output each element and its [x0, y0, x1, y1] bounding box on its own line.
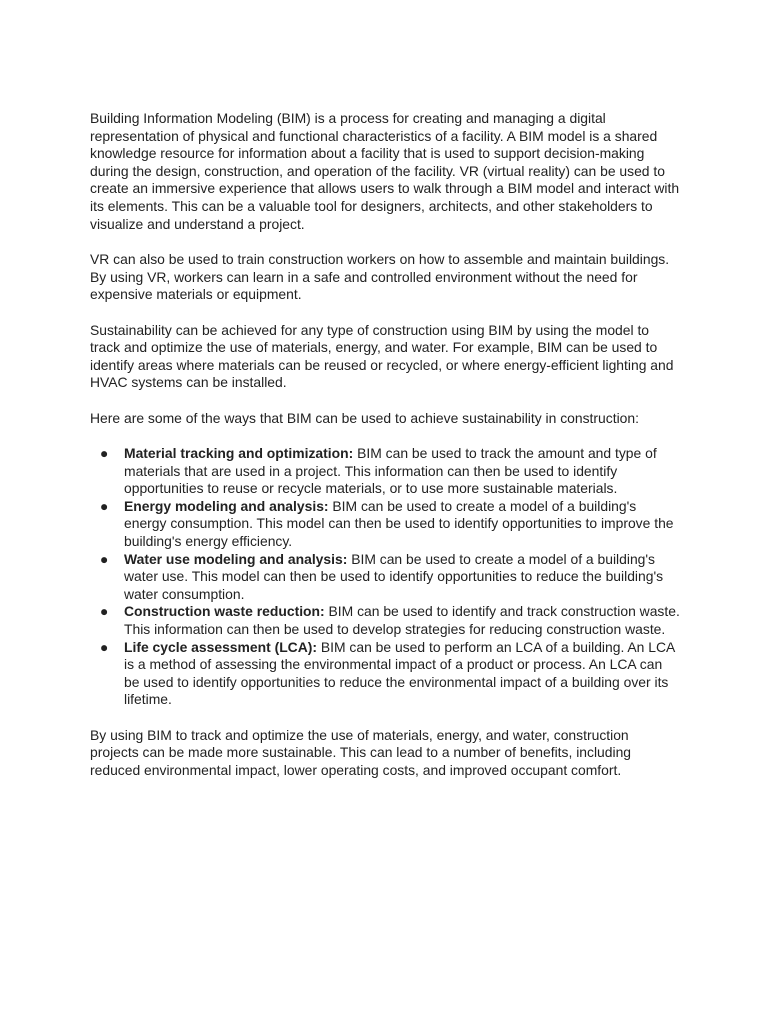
- paragraph-sustainability: Sustainability can be achieved for any type of construction using BIM by using the model to track and optimize the use of materials, energy, and water. For example, BIM can be used to identify areas where materials can be reused or recycled, or where energy-efficient lighting and HVAC systems can be installed.: [90, 321, 674, 391]
- bullet-dot: ●: [100, 445, 109, 462]
- sustainability-list: [90, 445, 680, 709]
- list-item-title: Construction waste reduction:: [124, 603, 325, 620]
- list-item-waste-reduction: [90, 603, 680, 638]
- list-item-text: BIM can be used to perform an LCA of a building. An LCA is a method of assessing the environmental impact of a product or process. An LCA can be used to identify opportunities to reduce the environmental impact of a building over its lifetime.: [124, 638, 675, 708]
- list-item-title: Material tracking and optimization:: [124, 445, 354, 462]
- list-item-title: Energy modeling and analysis:: [124, 497, 329, 514]
- list-item-text: BIM can be used to identify and track construction waste. This information can then be used to develop strategies for reducing construction waste.: [124, 603, 680, 638]
- paragraph-bim-intro: Building Information Modeling (BIM) is a process for creating and managing a digital representation of physical and functional characteristics of a facility. A BIM model is a shared knowledge resource for information about a facility that is used to support decision-making during the design, construction, and operation of the facility. VR (virtual reality) can be used to create an immersive experience that allows users to walk through a BIM model and interact with its elements. This can be a valuable tool for designers, architects, and other stakeholders to visualize and understand a project.: [90, 110, 680, 232]
- bullet-dot: ●: [100, 638, 109, 655]
- bullet-dot: ●: [100, 603, 109, 620]
- bullet-dot: ●: [100, 550, 109, 567]
- list-item-water-use: [90, 551, 680, 604]
- list-item-text: BIM can be used to track the amount and type of materials that are used in a project. This information can then be used to identify opportunities to reuse or recycle materials, or to use more sustainable materials.: [124, 445, 657, 497]
- list-item-material-tracking: [90, 445, 680, 498]
- list-item-text: BIM can be used to create a model of a building's water use. This model can then be used to identify opportunities to reduce the building's water consumption.: [124, 550, 664, 602]
- list-item-title: Life cycle assessment (LCA):: [124, 638, 317, 655]
- paragraph-list-intro: Here are some of the ways that BIM can be used to achieve sustainability in construction:: [90, 409, 639, 426]
- list-item-title: Water use modeling and analysis:: [124, 550, 348, 567]
- document-page: [90, 110, 680, 797]
- paragraph-vr-training: VR can also be used to train construction workers on how to assemble and maintain buildings. By using VR, workers can learn in a safe and controlled environment without the need for expensive materials or equipment.: [90, 250, 670, 303]
- list-item-text: BIM can be used to create a model of a building's energy consumption. This model can then be used to identify opportunities to improve the building's energy efficiency.: [124, 497, 674, 550]
- list-item-energy-modeling: [90, 498, 680, 551]
- bullet-dot: ●: [100, 497, 109, 514]
- paragraph-conclusion: By using BIM to track and optimize the use of materials, energy, and water, construction projects can be made more sustainable. This can lead to a number of benefits, including reduced environmental impact, lower operating costs, and improved occupant comfort.: [90, 726, 632, 778]
- list-item-lca: [90, 639, 680, 709]
